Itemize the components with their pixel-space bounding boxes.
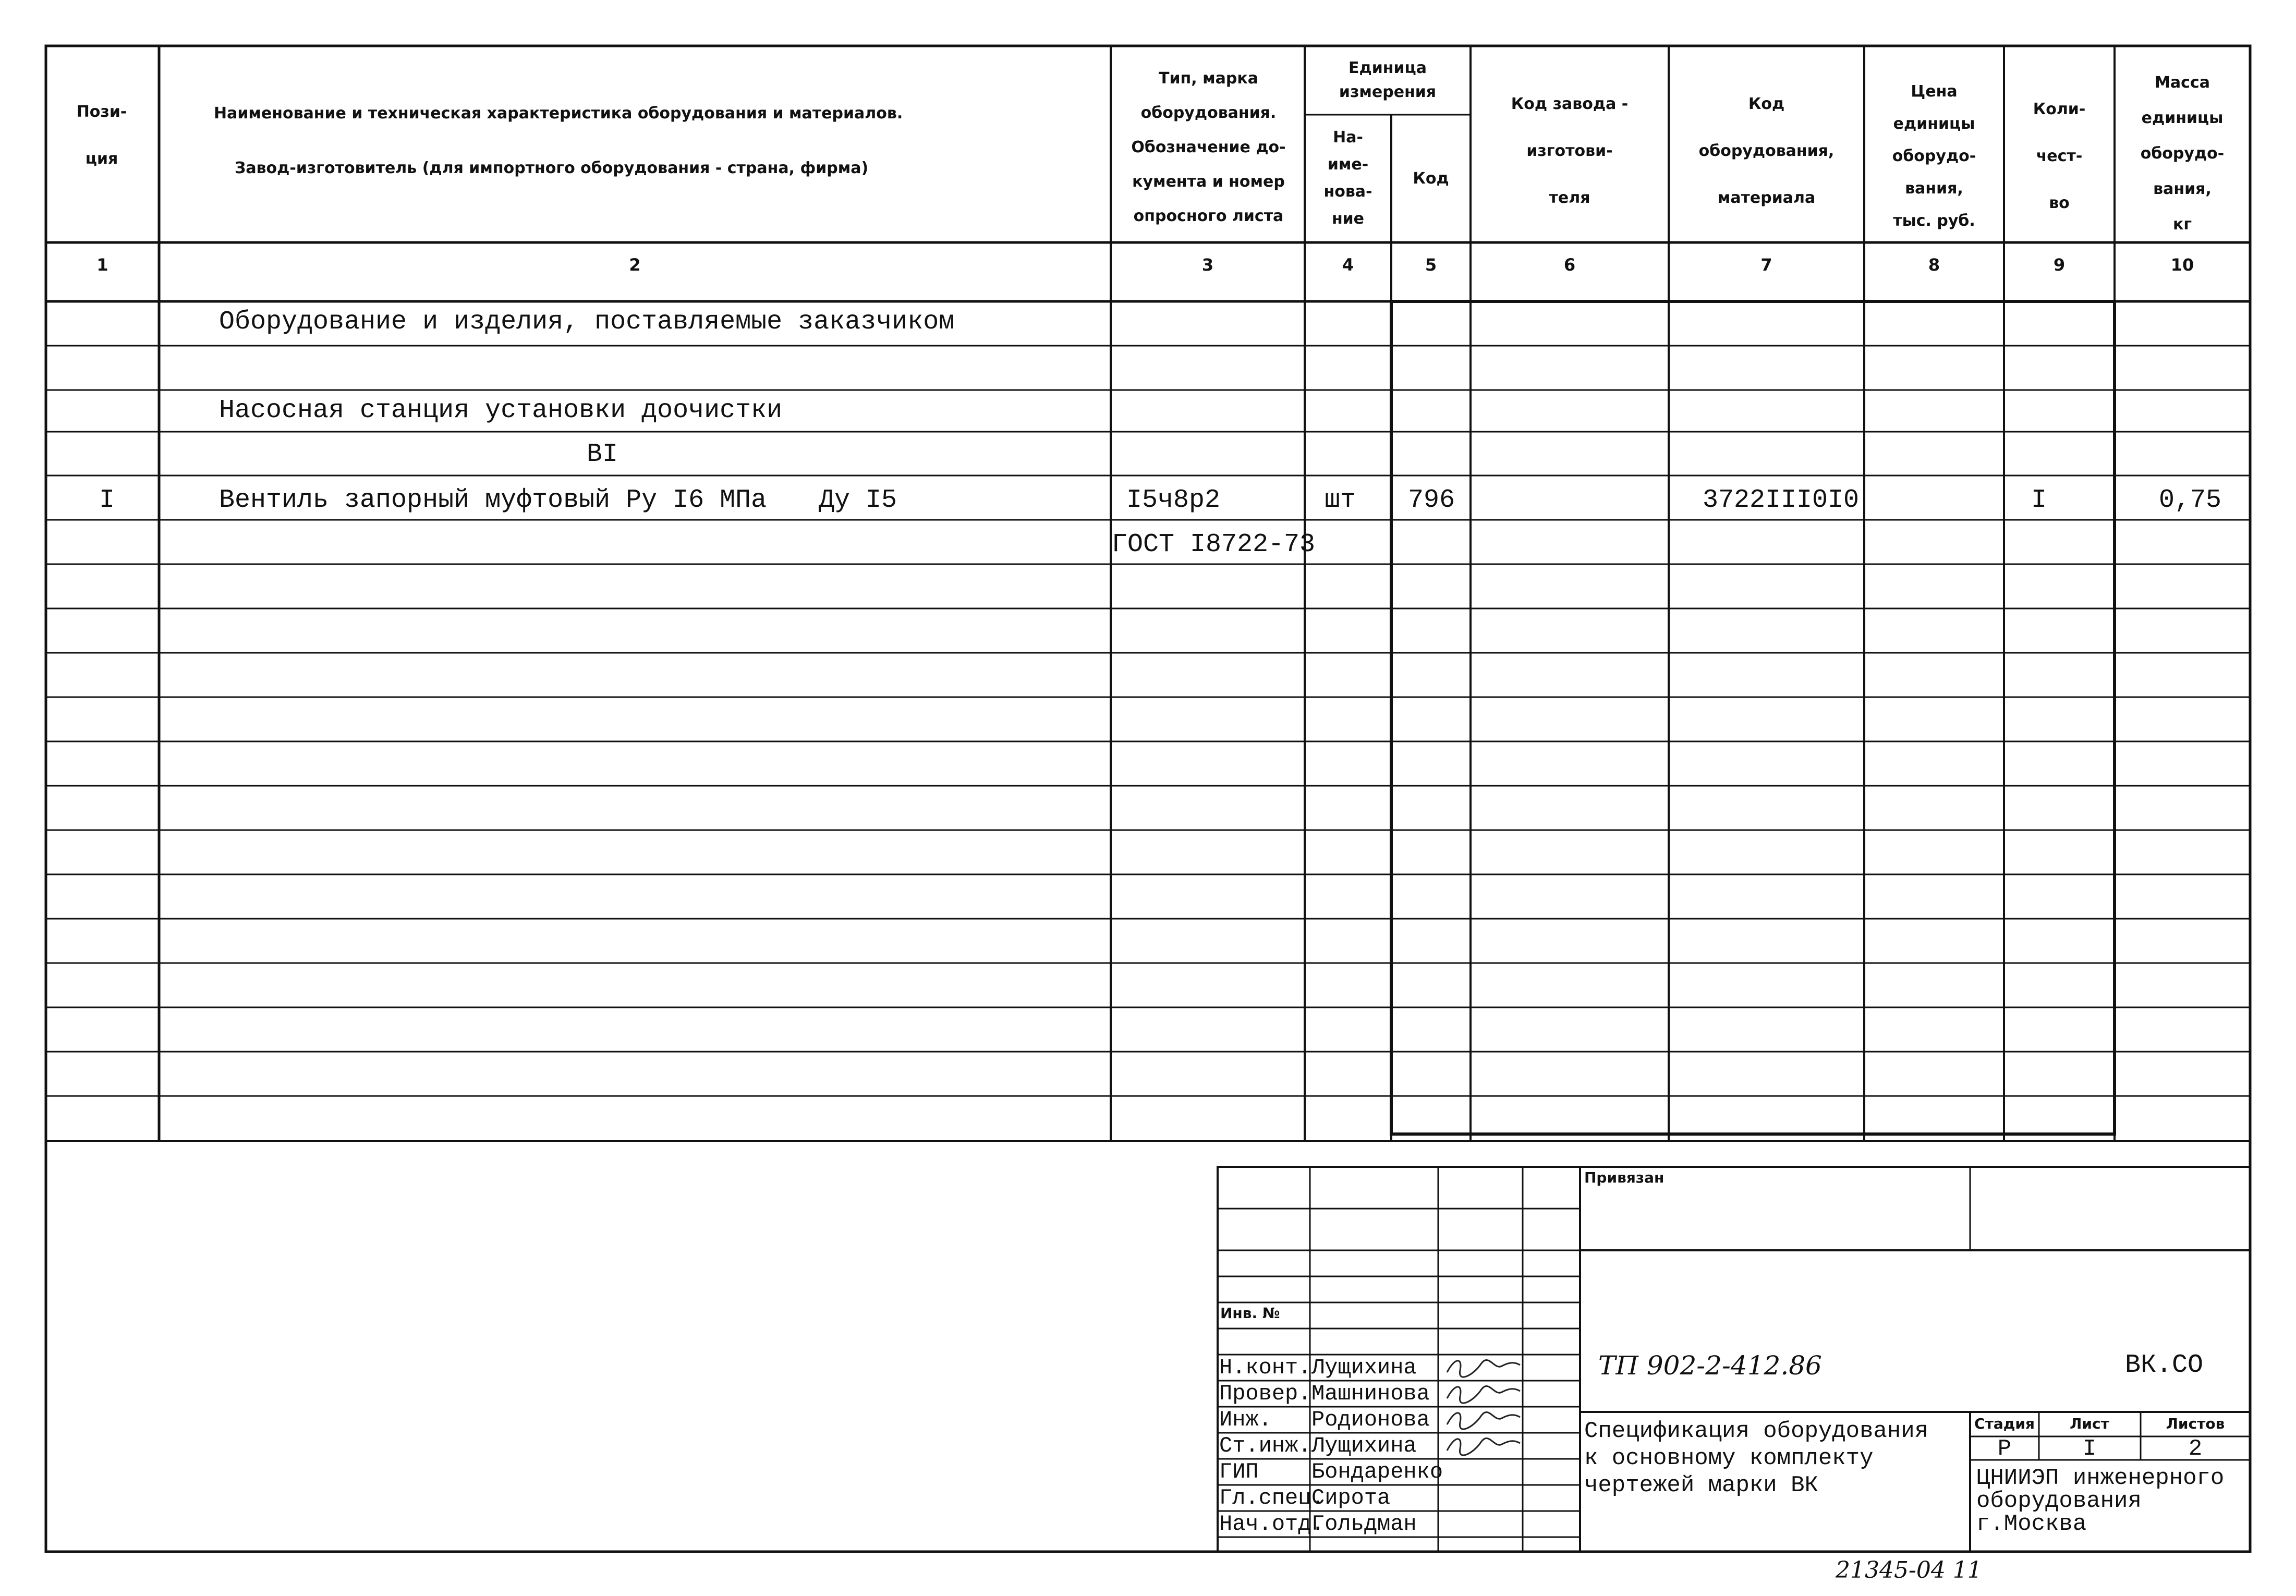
item-mass: 0,75 bbox=[2159, 485, 2222, 515]
item-position: I bbox=[99, 485, 115, 515]
handwritten-signature bbox=[1444, 1381, 1523, 1405]
signature-name: Сирота bbox=[1311, 1485, 1391, 1510]
doc-number-text: ТП 902-2-412.86 bbox=[1598, 1350, 1822, 1381]
sheet-value: I bbox=[2082, 1436, 2097, 1462]
signature-role: ГИП bbox=[1219, 1459, 1259, 1484]
colnum-2: 2 bbox=[629, 255, 641, 275]
colnum-7: 7 bbox=[1760, 255, 1772, 275]
header-price: Цена единицы оборудо- вания, тыс. руб. bbox=[1892, 82, 1976, 230]
header-position: Пози- ция bbox=[76, 103, 127, 168]
header-unit-code: Код bbox=[1413, 169, 1449, 188]
colnum-4: 4 bbox=[1342, 255, 1354, 275]
colnum-3: 3 bbox=[1201, 255, 1214, 275]
item-name: Вентиль запорный муфтовый Ру I6 МПа bbox=[219, 485, 767, 515]
bottom-note: 21345-04 11 bbox=[1836, 1557, 1982, 1583]
item-unit-code: 796 bbox=[1408, 485, 1455, 515]
colnum-10: 10 bbox=[2170, 255, 2194, 275]
header-type: Тип, марка оборудования. Обозначение до- кумента и номер опросного листа bbox=[1131, 69, 1286, 225]
item-quantity: I bbox=[2031, 485, 2047, 515]
doc-title-line1: Спецификация оборудования bbox=[1584, 1418, 1929, 1444]
colnum-1: 1 bbox=[96, 255, 108, 275]
org-line3: г.Москва bbox=[1976, 1511, 2087, 1537]
header-equipment-code: Код оборудования, материала bbox=[1698, 95, 1835, 207]
colnum-9: 9 bbox=[2053, 255, 2066, 275]
inv-label: Инв. № bbox=[1220, 1305, 1280, 1322]
bound-label: Привязан bbox=[1584, 1169, 1665, 1186]
signature-name: Бондаренко bbox=[1311, 1459, 1443, 1484]
header-unit-group: Единица измерения bbox=[1339, 59, 1437, 101]
signature-role: Н.конт. bbox=[1219, 1355, 1311, 1380]
signature-name: Гольдман bbox=[1311, 1512, 1417, 1537]
header-name-line1: Наименование и техническая характеристика оборудования и материалов. bbox=[214, 104, 903, 123]
org-line1: ЦНИИЭП инженерного bbox=[1976, 1465, 2225, 1491]
doc-number bbox=[1598, 1351, 1822, 1382]
signature-role: Инж. bbox=[1219, 1407, 1272, 1432]
colnum-6: 6 bbox=[1563, 255, 1576, 275]
item-equipment-code: 3722III0I0 bbox=[1703, 485, 1860, 515]
signature-name: Родионова bbox=[1311, 1407, 1430, 1432]
signature-name: Машнинова bbox=[1311, 1381, 1430, 1406]
item-size: Ду I5 bbox=[819, 485, 897, 515]
doc-code: ВК.СО bbox=[2125, 1350, 2204, 1380]
signature-role: Ст.инж. bbox=[1219, 1433, 1311, 1458]
org-line2: оборудования bbox=[1976, 1488, 2142, 1514]
signature-role: Нач.отд. bbox=[1219, 1512, 1325, 1537]
signature-role: Провер. bbox=[1219, 1381, 1311, 1406]
sheets-value: 2 bbox=[2188, 1436, 2203, 1462]
section-title: Оборудование и изделия, поставляемые заказчиком bbox=[219, 307, 955, 337]
subsection-title: Насосная станция установки доочистки bbox=[219, 396, 783, 425]
header-quantity: Коли- чест- во bbox=[2033, 100, 2086, 212]
handwritten-signature bbox=[1444, 1433, 1523, 1457]
header-mass: Масса единицы оборудо- вания, кг bbox=[2140, 74, 2225, 234]
header-name-line2: Завод-изготовитель (для импортного оборудования - страна, фирма) bbox=[235, 159, 869, 177]
item-doc: ГОСТ I8722-73 bbox=[1112, 530, 1316, 559]
handwritten-signature bbox=[1444, 1407, 1523, 1431]
stage-value: Р bbox=[1997, 1436, 2012, 1462]
signature-name: Лущихина bbox=[1311, 1433, 1417, 1458]
item-unit-name: шт bbox=[1325, 485, 1356, 515]
colnum-8: 8 bbox=[1928, 255, 1940, 275]
sheets-label: Листов bbox=[2166, 1415, 2225, 1432]
signature-role: Гл.спец. bbox=[1219, 1485, 1325, 1510]
subsection-code: BI bbox=[587, 440, 618, 469]
handwritten-signature bbox=[1444, 1355, 1523, 1379]
header-plant-code: Код завода - изготови- теля bbox=[1511, 95, 1629, 207]
item-type: I5ч8р2 bbox=[1126, 485, 1221, 515]
doc-title-line3: чертежей марки ВК bbox=[1584, 1472, 1818, 1498]
doc-title-line2: к основному комплекту bbox=[1584, 1445, 1874, 1471]
sheet-label: Лист bbox=[2070, 1415, 2109, 1432]
stage-label: Стадия bbox=[1974, 1415, 2035, 1432]
header-unit-name: На- име- нова- ние bbox=[1323, 128, 1372, 228]
colnum-5: 5 bbox=[1425, 255, 1437, 275]
signature-name: Лущихина bbox=[1311, 1355, 1417, 1380]
